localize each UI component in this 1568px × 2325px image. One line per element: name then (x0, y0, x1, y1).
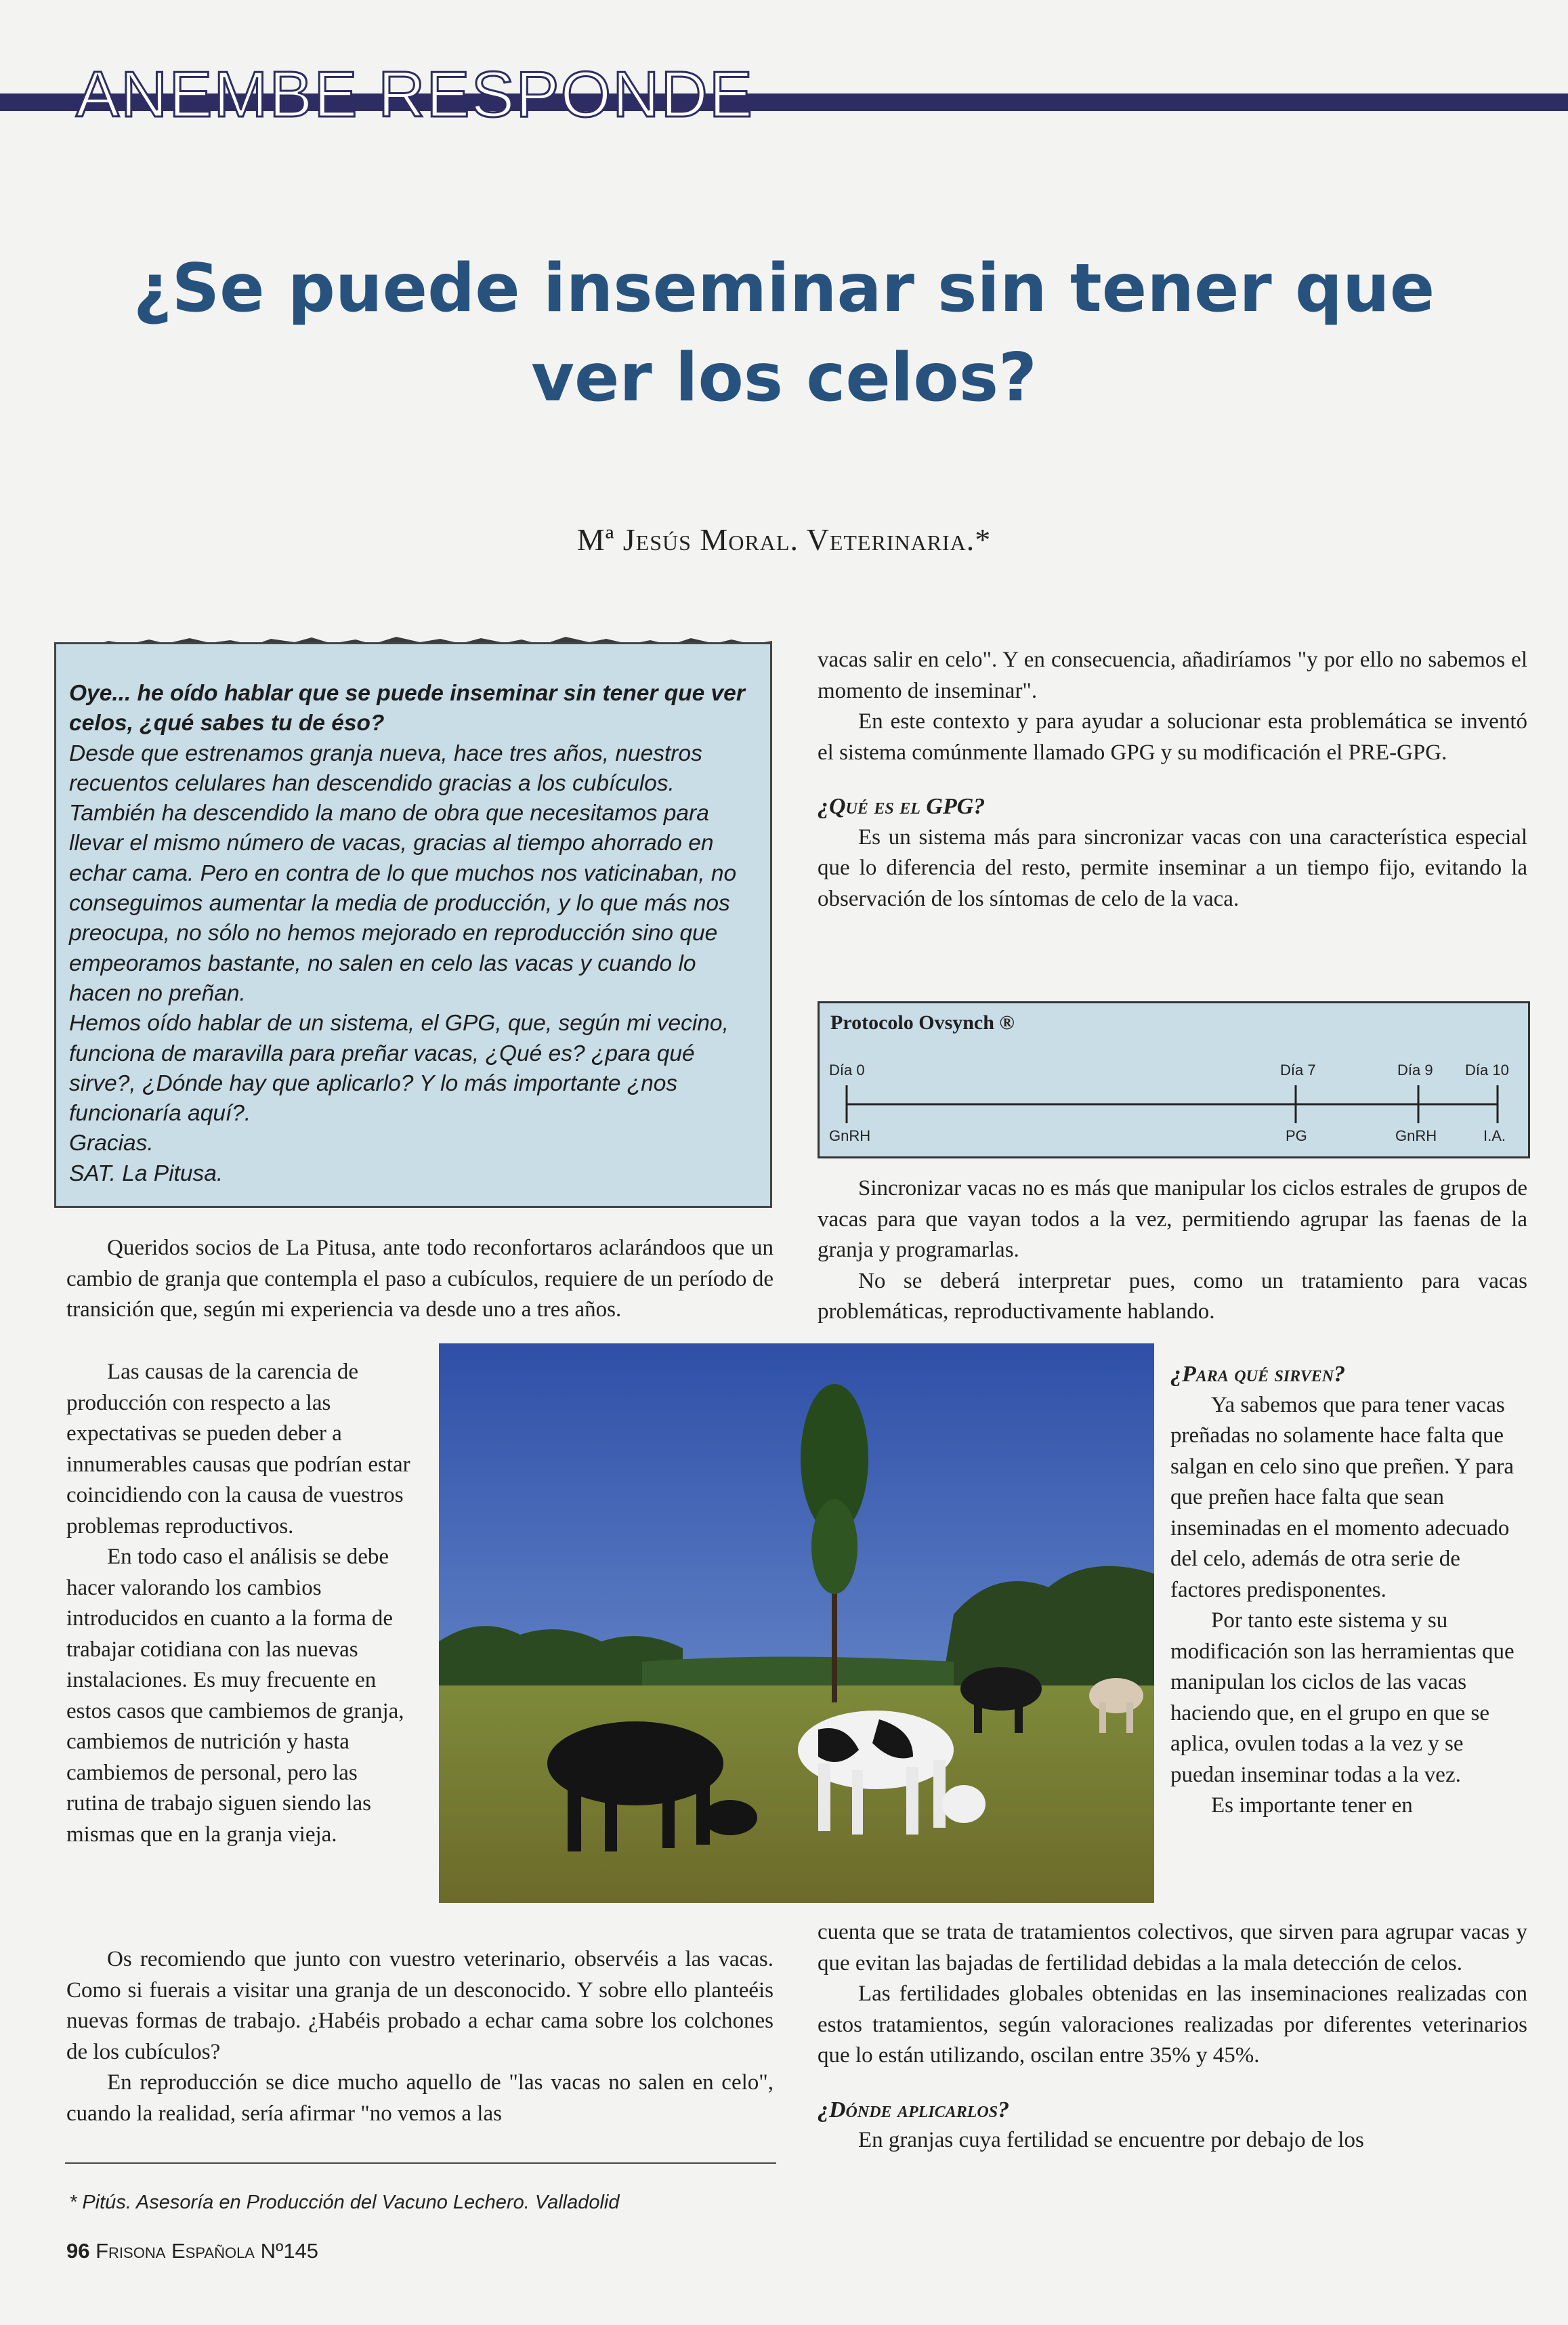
question-body: Desde que estrenamos granja nueva, hace tres años, nuestros recuentos celulares han descendido gracias a los cubículos. También ha descendido la mano de obra que necesitamos para llevar el mismo número de vacas, gracias al tiempo ahorrado en echar cama. Pero en contra de lo que muchos nos vaticinaban, no conseguimos aumentar la media de producción, y lo que más nos preocupa, no sólo no hemos mejorado en reproducción sino que empeoramos bastante, no salen en celo las vacas y cuando lo hacen no preñan. (69, 740, 737, 1006)
left-column-bottom (66, 1944, 774, 2129)
issue-number: Nº145 (260, 2239, 319, 2263)
right-paragraph-8b: cuenta que se trata de tratamientos colectivos, que sirven para agrupar vacas y que evitan las bajadas de fertilidad debidas a la mala detección de celos. (818, 1920, 1527, 1975)
right-paragraph-1: vacas salir en celo". Y en consecuencia, añadiríamos "y por ello no sabemos el momento de inseminar". (818, 648, 1527, 703)
heading-que-es: ¿Qué es el GPG? (818, 794, 986, 819)
footnote-rule (65, 2162, 776, 2164)
right-paragraph-7: Por tanto este sistema y su modificación son las herramientas que manipulan los ciclos de las vacas haciendo que, en el grupo en que se aplica, ovulen todas a la vez y se puedan inseminar todas a la vez. (1170, 1608, 1514, 1787)
right-paragraph-8a: Es importante tener en (1211, 1793, 1413, 1818)
heading-donde: ¿Dónde aplicarlos? (818, 2097, 1010, 2122)
protocol-day-7: Día 7 (1280, 1062, 1316, 1078)
right-column-top (818, 645, 1527, 915)
question-body-2: Hemos oído hablar de un sistema, el GPG, que, según mi vecino, funciona de maravilla para preñar vacas, ¿Qué es? ¿para qué sirve?, ¿Dónde hay que aplicarlo? Y lo más importante ¿nos funcionaría aquí?. (69, 1011, 729, 1127)
question-lead: Oye... he oído hablar que se puede inseminar sin tener que ver celos, ¿qué sabes tu de éso? (69, 681, 745, 736)
protocol-day-9: Día 9 (1397, 1062, 1433, 1078)
left-paragraph-1: Queridos socios de La Pitusa, ante todo reconfortaros aclarándoos que un cambio de granja que contempla el paso a cubículos, requiere de un período de transición que, según mi experiencia va desde uno a tres años. (66, 1236, 774, 1322)
protocol-event-gnrh-1: GnRH (829, 1127, 871, 1144)
right-column-bottom (818, 1917, 1527, 2156)
reader-question-text (69, 679, 761, 1189)
article-title-line-1: ¿Se puede inseminar sin tener que (133, 250, 1435, 327)
page-folio (66, 2239, 318, 2263)
right-paragraph-2: En este contexto y para ayudar a solucionar esta problemática se inventó el sistema comúnmente llamado GPG y su modificación el PRE-GPG. (818, 709, 1527, 765)
protocol-event-gnrh-2: GnRH (1395, 1127, 1437, 1144)
protocol-day-0: Día 0 (829, 1062, 865, 1078)
right-paragraph-4: Sincronizar vacas no es más que manipular los ciclos estrales de grupos de vacas para que vayan todos a la vez, permitiendo agrupar las faenas de la granja y programarlas. (818, 1176, 1527, 1262)
left-paragraph-3: En todo caso el análisis se debe hacer valorando los cambios introducidos en cuanto a la forma de trabajar cotidiana con las nuevas instalaciones. Es muy frecuente en estos casos que cambiemos de granja, cambiemos de nutrición y hasta cambiemos de personal, pero las rutina de trabajo siguen siendo las mismas que en la granja vieja. (66, 1545, 404, 1847)
photo-cows-grazing (439, 1343, 1154, 1903)
right-paragraph-6: Ya sabemos que para tener vacas preñadas no solamente hace falta que salgan en celo sino que preñen. Y para que preñen hace falta que sean inseminadas en el momento adecuado del celo, además de otra serie de factores predisponentes. (1170, 1392, 1514, 1602)
footnote: * Pitús. Asesoría en Producción del Vacuno Lechero. Valladolid (69, 2192, 620, 2213)
byline: Mª Jesús Moral. Veterinaria.* (576, 522, 992, 557)
right-paragraph-3: Es un sistema más para sincronizar vacas con una característica especial que lo diferencia del resto, permite inseminar a un tiempo fijo, evitando la observación de los síntomas de celo de la vaca. (818, 824, 1527, 911)
left-column-narrow (66, 1357, 413, 1850)
protocol-title: Protocolo Ovsynch ® (830, 1011, 1015, 1034)
left-column-intro (66, 1233, 774, 1326)
magazine-name: Frisona Española (96, 2239, 255, 2263)
question-thanks: Gracias. (69, 1131, 154, 1156)
article-title (102, 244, 1466, 423)
protocol-event-pg: PG (1286, 1127, 1307, 1144)
left-paragraph-5: En reproducción se dice mucho aquello de "las vacas no salen en celo", cuando la realidad, sería afirmar "no vemos a las (66, 2070, 774, 2126)
right-paragraph-10: En granjas cuya fertilidad se encuentre por debajo de los (858, 2128, 1364, 2152)
left-paragraph-2: Las causas de la carencia de producción con respecto a las expectativas se pueden deber a innumerables causas que podrían estar coincidiendo con la causa de vuestros problemas reproductivos. (66, 1360, 410, 1538)
left-paragraph-4: Os recomiendo que junto con vuestro veterinario, observéis a las vacas. Como si fuerais a visitar una granja de un desconocido. Y sobre ello planteéis nuevas formas de trabajo. ¿Habéis probado a echar cama sobre los colchones de los cubículos? (66, 1947, 774, 2064)
question-signature: SAT. La Pitusa. (69, 1160, 224, 1186)
heading-para-que: ¿Para qué sirven? (1170, 1362, 1346, 1387)
right-column-narrow (1170, 1359, 1527, 1822)
section-label: ANEMBE RESPONDE (76, 58, 754, 131)
right-paragraph-9: Las fertilidades globales obtenidas en las inseminaciones realizadas con estos tratamientos, según valoraciones realizadas por diferentes veterinarios que lo están utilizando, oscilan entre 35% y 45%. (818, 1982, 1527, 2068)
article-title-line-2: ver los celos? (531, 339, 1037, 417)
protocol-event-ia: I.A. (1483, 1127, 1506, 1144)
right-paragraph-5: No se deberá interpretar pues, como un tratamiento para vacas problemáticas, reproductivamente hablando. (818, 1268, 1527, 1324)
protocol-day-10: Día 10 (1465, 1062, 1509, 1078)
right-column-middle (818, 1173, 1527, 1328)
page-number: 96 (66, 2239, 90, 2263)
